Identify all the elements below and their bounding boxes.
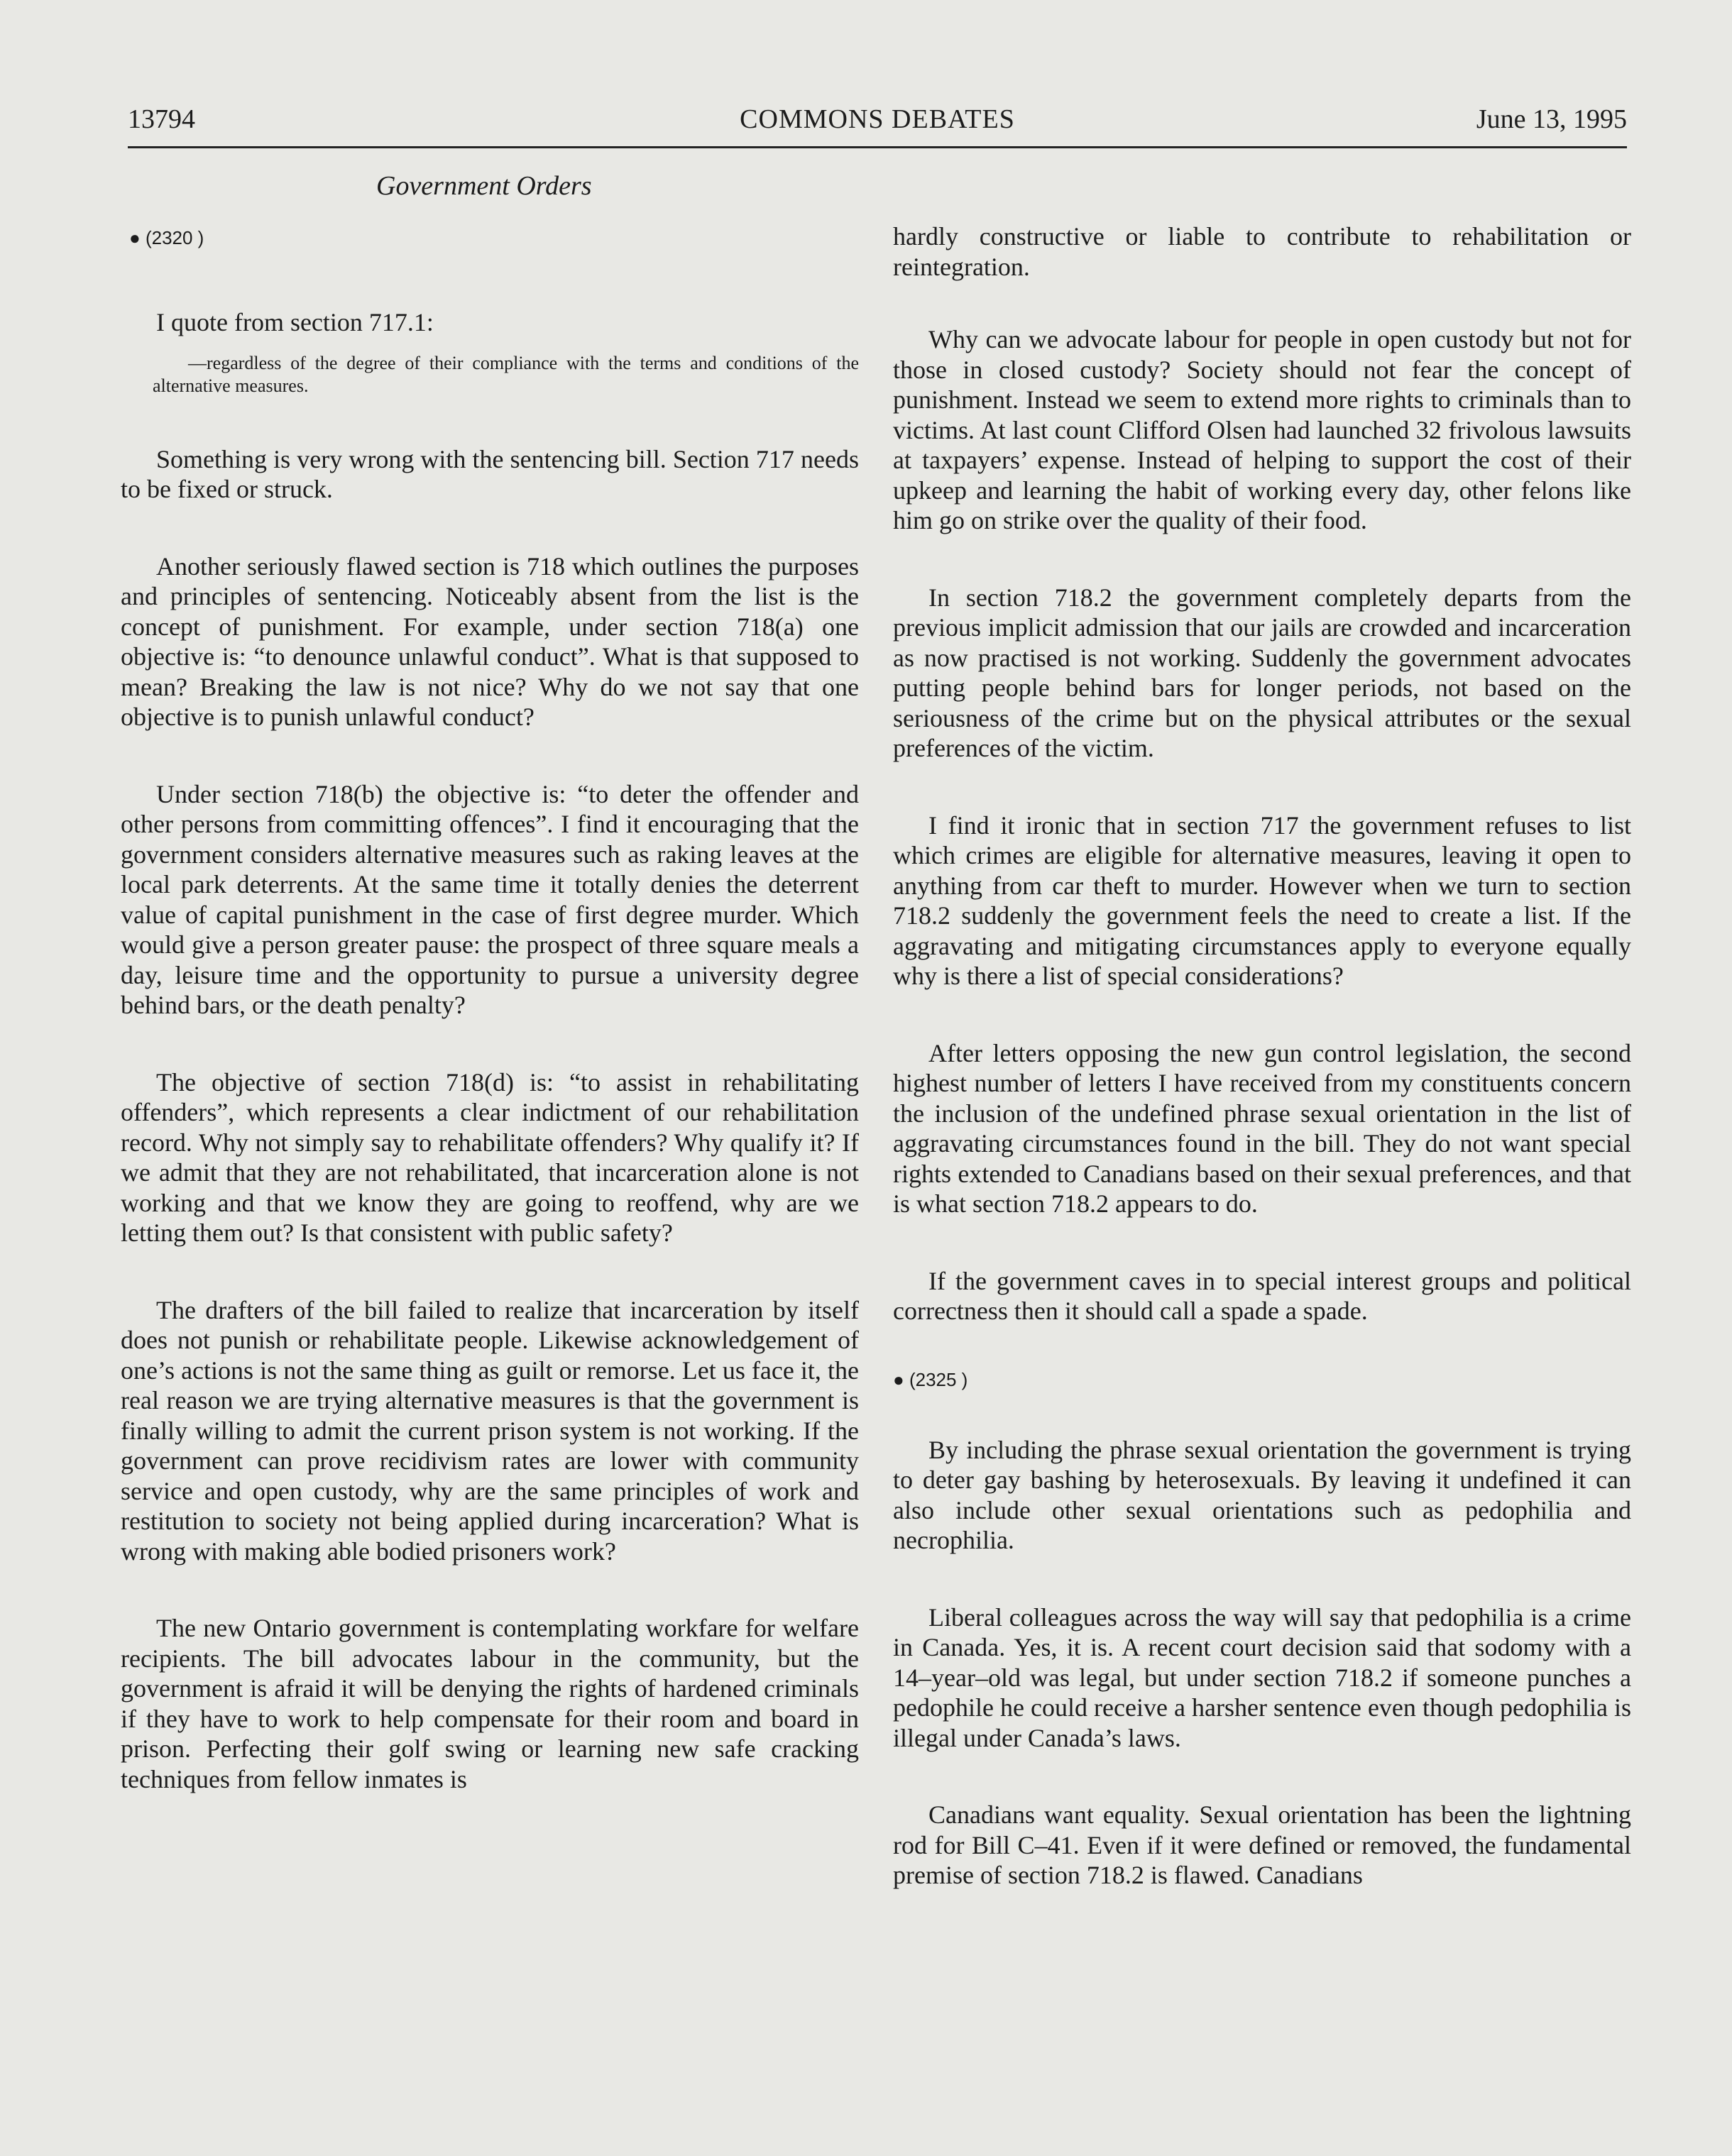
paragraph: I find it ironic that in section 717 the government refuses to list which crimes are eligible for alternative measures, leaving it open to anything from car theft to murder. However when we turn to section 718.2 suddenly the government feels the need to create a list. If the aggravating and mitigating circumstances apply to everyone equally why is there a list of special considerations?: [893, 810, 1631, 990]
time-marker-label: (2325 ): [909, 1368, 968, 1390]
page-number: 13794: [128, 104, 195, 134]
left-column: [121, 213, 859, 1794]
paragraph: The objective of section 718(d) is: “to assist in rehabilitating offenders”, which represents a clear indictment of our rehabilitation record. Why not simply say to rehabilitate offenders? Why qualify it? If we admit that they are not rehabilitated, that incarceration alone is not working and that we know they are going to reoffend, why are we letting them out? Is that consistent with public safety?: [121, 1067, 859, 1247]
block-quote: —regardless of the degree of their compliance with the terms and conditions of the alternative measures.: [153, 352, 859, 396]
paragraph: Under section 718(b) the objective is: “to deter the offender and other persons from committing offences”. I find it encouraging that the government considers alternative measures such as raking leaves at the local park deterrents. At the same time it totally denies the deterrent value of capital punishment in the case of first degree murder. Which would give a person greater pause: the prospect of three square meals a day, leisure time and the opportunity to pursue a university degree behind bars, or the death penalty?: [121, 779, 859, 1019]
paragraph: Something is very wrong with the sentencing bill. Section 717 needs to be fixed or struck.: [121, 444, 859, 503]
paragraph: After letters opposing the new gun control legislation, the second highest number of letters I have received from my constituents concern the inclusion of the undefined phrase sexual orientation in the list of aggravating circumstances found in the bill. They do not want special rights extended to Canadians based on their sexual preferences, and that is what section 718.2 appears to do.: [893, 1038, 1631, 1218]
time-marker: [893, 1369, 1631, 1391]
time-marker: [129, 227, 859, 249]
page-header: [128, 99, 1627, 148]
time-marker-label: (2320 ): [145, 227, 204, 248]
paragraph: In section 718.2 the government completely departs from the previous implicit admission that our jails are crowded and incarceration as now practised is not working. Suddenly the government advocates putting people behind bars for longer periods, not based on the seriousness of the crime but on the physical attributes or the sexual preferences of the victim.: [893, 583, 1631, 762]
bullet-icon: ●: [129, 227, 141, 248]
paragraph: If the government caves in to special interest groups and political correctness then it should call a spade a spade.: [893, 1266, 1631, 1325]
bullet-icon: ●: [893, 1368, 904, 1390]
paragraph-continued: hardly constructive or liable to contribute to rehabilitation or reintegration.: [893, 222, 1631, 281]
publication-date: June 13, 1995: [1476, 104, 1627, 134]
paragraph: The drafters of the bill failed to realize that incarceration by itself does not punish or rehabilitate people. Likewise acknowledgement of one’s actions is not the same thing as guilt or remorse. Let us face it, the real reason we are trying alternative measures is that the government is finally willing to admit the current prison system is not working. If the government can prove recidivism rates are lower with community service and open custody, why are the same principles of work and restitution to society not being applied during incarceration? What is wrong with making able bodied prisoners work?: [121, 1295, 859, 1566]
paragraph: Another seriously flawed section is 718 which outlines the purposes and principles of sentencing. Noticeably absent from the list is the concept of punishment. For example, under section 718(a) one objective is: “to denounce unlawful conduct”. What is that supposed to mean? Breaking the law is not nice? Why do we not say that one objective is to punish unlawful conduct?: [121, 551, 859, 731]
paragraph: The new Ontario government is contemplating workfare for welfare recipients. The bill advocates labour in the community, but the government is afraid it will be denying the rights of hardened criminals if they have to work to help compensate for their room and board in prison. Perfecting their golf swing or learning new safe cracking techniques from fellow inmates is: [121, 1614, 859, 1793]
paragraph: By including the phrase sexual orientation the government is trying to deter gay bashing by heterosexuals. By leaving it undefined it can also include other sexual orientations such as pedophilia and necrophilia.: [893, 1435, 1631, 1554]
right-column: [893, 213, 1631, 1891]
quote-intro: I quote from section 717.1:: [156, 308, 434, 336]
paragraph: Liberal colleagues across the way will say that pedophilia is a crime in Canada. Yes, it is. A recent court decision said that sodomy with a 14–year–old was legal, but under section 718.2 if someone punches a pedophile he could receive a harsher sentence even though pedophilia is illegal under Canada’s laws.: [893, 1602, 1631, 1752]
paragraph: Canadians want equality. Sexual orientation has been the lightning rod for Bill C–41. Even if it were defined or removed, the fundamental premise of section 718.2 is flawed. Canadians: [893, 1800, 1631, 1889]
paragraph: Why can we advocate labour for people in open custody but not for those in closed custody? Society should not fear the concept of punishment. Instead we seem to extend more rights to criminals than to victims. At last count Clifford Olsen had launched 32 frivolous lawsuits at taxpayers’ expense. Instead of helping to support the cost of their upkeep and learning the habit of working every day, other felons like him go on strike over the quality of their food.: [893, 325, 1631, 534]
publication-title: COMMONS DEBATES: [740, 104, 1015, 134]
section-title: Government Orders: [376, 171, 592, 201]
